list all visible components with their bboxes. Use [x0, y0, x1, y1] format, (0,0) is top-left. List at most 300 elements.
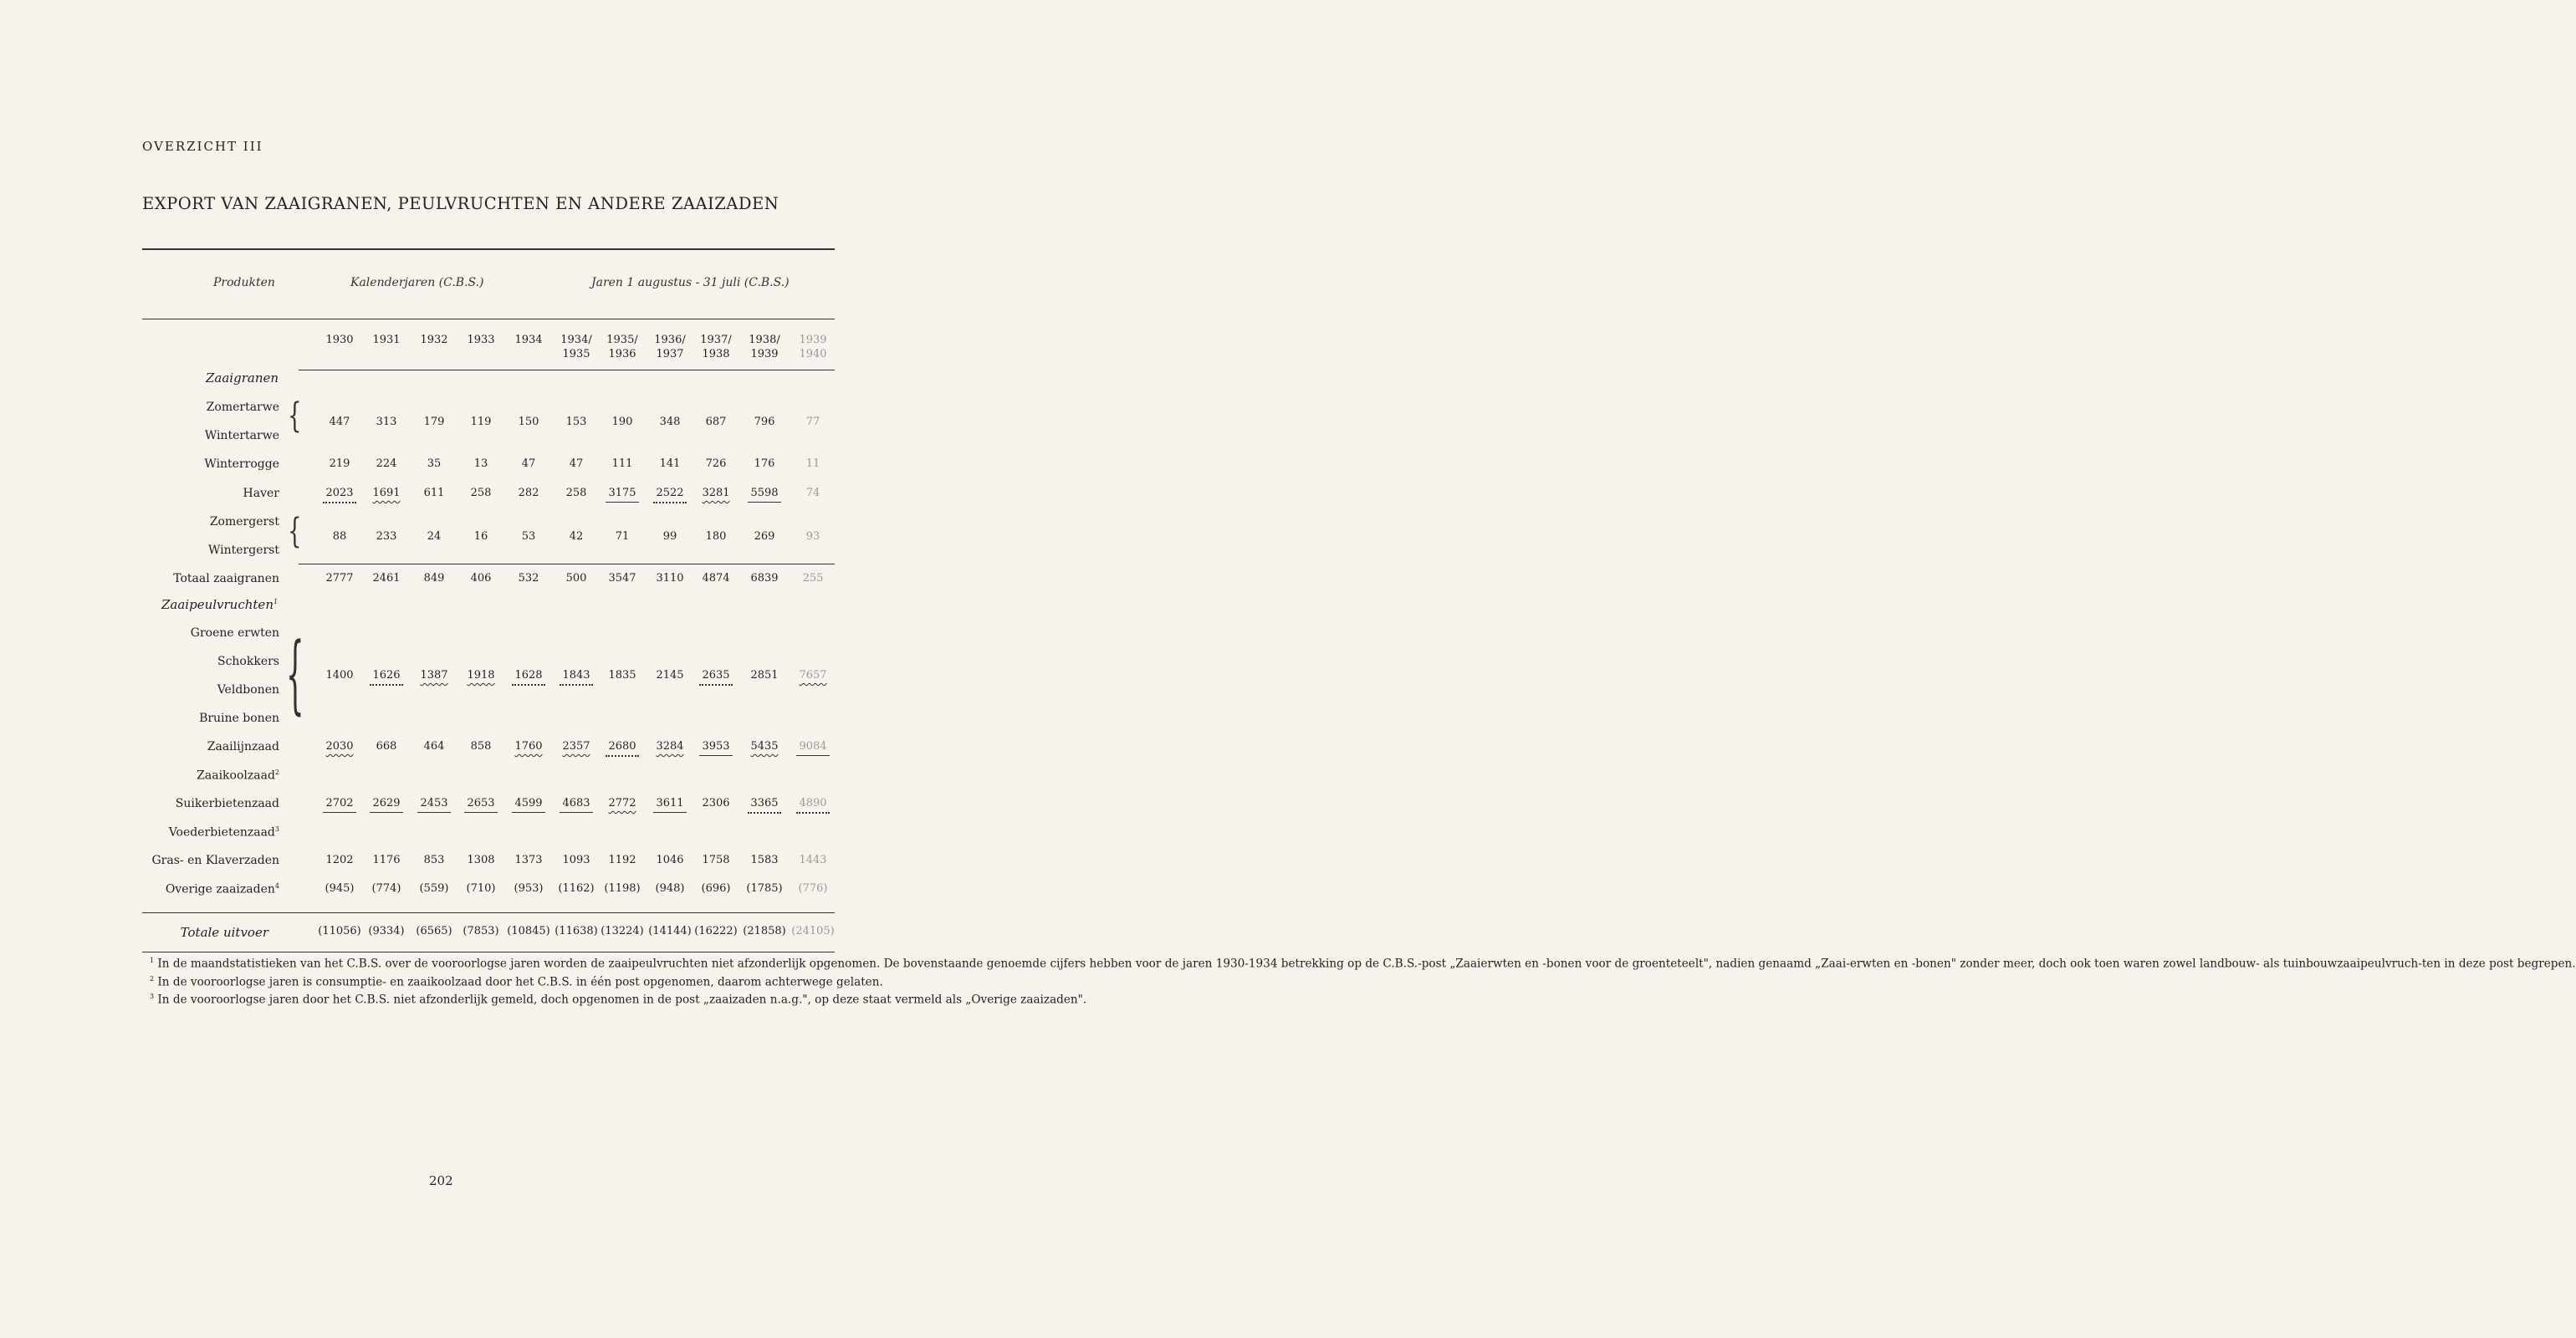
cell-value: 2680 — [606, 740, 639, 757]
year-header — [646, 333, 694, 361]
cell-value: (948) — [655, 882, 685, 895]
brace-peul: { — [286, 626, 304, 726]
row-label-totaal — [173, 572, 279, 585]
cell-value: 11 — [805, 457, 820, 470]
cell-haver — [789, 487, 837, 499]
cell-value: 796 — [754, 416, 775, 428]
cell-gerst — [410, 530, 458, 543]
cell-value: 3281 — [702, 487, 730, 499]
cell-overige — [598, 882, 647, 895]
cell-value: (710) — [466, 882, 496, 895]
cell-peul — [457, 669, 505, 682]
cell-gras — [410, 854, 458, 866]
row-label-schokkers — [217, 655, 279, 668]
year-line-2: 1940 — [799, 348, 827, 360]
cell-zaailijn — [362, 740, 411, 753]
cell-value: (21858) — [743, 925, 786, 937]
cell-value: 2629 — [370, 797, 403, 813]
cell-suiker — [598, 797, 647, 809]
cell-value: 2030 — [325, 740, 354, 753]
cell-value: 858 — [470, 740, 492, 753]
cell-rogge — [362, 457, 411, 470]
cell-zaailijn — [692, 740, 740, 756]
row-label-haver — [243, 487, 279, 500]
year-line-1: 1934/ — [560, 334, 592, 346]
cell-totaal — [410, 572, 458, 585]
cell-totale — [314, 925, 365, 937]
cell-haver — [362, 487, 411, 499]
cell-totale — [503, 925, 555, 937]
cell-value: 4683 — [560, 797, 593, 813]
year-header — [789, 333, 837, 361]
cell-totaal — [789, 572, 837, 585]
cell-value: 2453 — [417, 797, 451, 813]
cell-overige — [504, 882, 553, 895]
cell-peul — [740, 669, 789, 682]
cell-value: (11056) — [318, 925, 361, 937]
row-label-text: Gras- en Klaverzaden — [151, 854, 279, 867]
cell-totale — [550, 925, 602, 937]
row-label-text: Veldbonen — [217, 683, 279, 697]
cell-value: 2357 — [562, 740, 590, 753]
cell-zaailijn — [504, 740, 553, 753]
cell-value: 4890 — [796, 797, 830, 814]
row-label-suiker — [176, 797, 279, 810]
cell-value: 500 — [565, 572, 587, 585]
cell-value: (11638) — [555, 925, 598, 937]
year-header — [410, 333, 458, 347]
cell-gerst — [598, 530, 647, 543]
cell-haver — [646, 487, 694, 503]
cell-gerst — [789, 530, 837, 543]
cell-gras — [457, 854, 505, 866]
cell-value: 180 — [705, 530, 727, 543]
cell-value: (559) — [419, 882, 449, 895]
cell-value: 176 — [754, 457, 775, 470]
cell-suiker — [646, 797, 694, 813]
cell-gras — [315, 854, 364, 866]
cell-value: 1387 — [420, 669, 448, 682]
cell-value: (945) — [325, 882, 355, 895]
row-label-zomertarwe — [207, 401, 279, 414]
cell-value: 1835 — [608, 669, 636, 682]
cell-value: 53 — [521, 530, 536, 543]
cell-value: 6839 — [750, 572, 779, 585]
cell-gerst — [315, 530, 364, 543]
cell-rogge — [692, 457, 740, 470]
cell-value: (16222) — [694, 925, 738, 937]
row-label-text: Wintergerst — [208, 544, 279, 557]
cell-rogge — [410, 457, 458, 470]
cell-overige — [315, 882, 364, 895]
cell-value: 24 — [427, 530, 442, 543]
cell-value: (6565) — [416, 925, 452, 937]
cell-gerst — [740, 530, 789, 543]
cell-totaal — [504, 572, 553, 585]
cell-value: 3547 — [608, 572, 636, 585]
cell-value: 153 — [565, 416, 587, 428]
year-line-2: 1937 — [656, 348, 684, 360]
cell-tarwe — [740, 416, 789, 428]
row-label-totale: Totale uitvoer — [180, 925, 268, 940]
cell-tarwe — [315, 416, 364, 428]
cell-value: 2635 — [699, 669, 733, 686]
footnote-3: $^3$ In de vooroorlogse jaren door het C.B.S. niet afzonderlijk gemeld, doch opgenomen in de post „zaaizaden n.a.g.", op deze staat vermeld als „Overige zaaizaden". — [150, 993, 1087, 1007]
cell-value: 447 — [329, 416, 350, 428]
cell-suiker — [504, 797, 553, 813]
section-label: OVERZICHT III — [142, 139, 263, 154]
cell-zaailijn — [410, 740, 458, 753]
year-header — [457, 333, 505, 347]
cell-value: (1162) — [558, 882, 595, 895]
row-label-veldbonen — [217, 683, 279, 697]
footnote-2: $^2$ In de vooroorlogse jaren is consumptie- en zaaikoolzaad door het C.B.S. in één post opgenomen, daarom achterwege gelaten. — [150, 974, 883, 989]
cell-rogge — [315, 457, 364, 470]
cell-value: 2461 — [372, 572, 401, 585]
year-line-2: 1936 — [608, 348, 636, 360]
year-line-1: 1934 — [514, 334, 543, 346]
cell-value: 668 — [376, 740, 397, 753]
cell-totaal — [457, 572, 505, 585]
footnotes — [136, 953, 2576, 1008]
year-header — [552, 333, 601, 361]
year-line-1: 1936/ — [654, 334, 686, 346]
cell-value: 88 — [332, 530, 347, 543]
row-label-overige: Overige zaaizaden$^4$ — [165, 882, 279, 896]
cell-totale — [455, 925, 507, 937]
cell-totale — [739, 925, 790, 937]
cell-value: 16 — [473, 530, 488, 543]
cell-value: 255 — [802, 572, 824, 585]
cell-value: 2522 — [653, 487, 687, 503]
cell-zaailijn — [457, 740, 505, 753]
cell-overige — [410, 882, 458, 895]
cell-suiker — [789, 797, 837, 814]
cell-value: (7853) — [463, 925, 499, 937]
cell-gerst — [457, 530, 505, 543]
cell-totale — [360, 925, 412, 937]
cell-value: 1628 — [512, 669, 545, 686]
cell-value: 1046 — [656, 854, 684, 866]
cell-value: 849 — [423, 572, 445, 585]
cell-value: 2023 — [323, 487, 356, 503]
cell-totaal — [646, 572, 694, 585]
cell-value: 111 — [611, 457, 633, 470]
header-agri-years: Jaren 1 augustus - 31 juli (C.B.S.) — [591, 276, 790, 289]
cell-value: 71 — [615, 530, 630, 543]
cell-rogge — [457, 457, 505, 470]
row-label-wintergerst — [208, 544, 279, 557]
cell-gras — [692, 854, 740, 866]
cell-gras — [362, 854, 411, 866]
cell-totaal — [598, 572, 647, 585]
cell-value: 1308 — [467, 854, 495, 866]
cell-peul — [646, 669, 694, 682]
cell-gras — [552, 854, 601, 866]
cell-overige — [740, 882, 789, 895]
cell-overige — [552, 882, 601, 895]
brace-gerst: { — [288, 512, 302, 552]
cell-zaailijn — [598, 740, 647, 757]
cell-value: 1176 — [372, 854, 401, 866]
row-label-text: Zaailijnzaad — [207, 740, 279, 753]
cell-value: 74 — [805, 487, 820, 499]
cell-rogge — [504, 457, 553, 470]
year-line-2: 1939 — [750, 348, 779, 360]
row-label-zomergerst — [210, 515, 279, 529]
row-label-text: Groene erwten — [190, 626, 279, 640]
year-line-1: 1932 — [420, 334, 448, 346]
row-label-zaailijn — [207, 740, 279, 753]
cell-value: 1192 — [608, 854, 636, 866]
row-label-text: Haver — [243, 487, 279, 500]
cell-overige — [646, 882, 694, 895]
cell-haver — [692, 487, 740, 499]
cell-value: 93 — [805, 530, 820, 543]
cell-value: 1583 — [750, 854, 779, 866]
row-label-text: Schokkers — [217, 655, 279, 668]
cell-value: 179 — [423, 416, 445, 428]
cell-value: 99 — [662, 530, 677, 543]
header-calendar-years: Kalenderjaren (C.B.S.) — [350, 276, 484, 289]
cell-value: 119 — [470, 416, 492, 428]
year-header — [362, 333, 411, 347]
cell-value: 464 — [423, 740, 445, 753]
page-title: EXPORT VAN ZAAIGRANEN, PEULVRUCHTEN EN ANDERE ZAAIZADEN — [142, 194, 779, 213]
year-header — [315, 333, 364, 347]
cell-value: 2851 — [750, 669, 779, 682]
cell-value: 258 — [470, 487, 492, 499]
cell-rogge — [789, 457, 837, 470]
cell-zaailijn — [552, 740, 601, 753]
cell-value: 611 — [423, 487, 445, 499]
row-label-text: Zomergerst — [209, 515, 279, 529]
row-label-text: Voederbietenzaad — [168, 825, 275, 840]
page-number: 202 — [429, 1173, 453, 1188]
year-line-1: 1933 — [467, 334, 495, 346]
cell-peul — [362, 669, 411, 686]
cell-value: (24105) — [791, 925, 835, 937]
cell-totale — [644, 925, 696, 937]
cell-value: (776) — [798, 882, 828, 895]
cell-value: (1198) — [604, 882, 641, 895]
cell-value: 2777 — [325, 572, 354, 585]
cell-value: 190 — [611, 416, 633, 428]
cell-value: 348 — [659, 416, 681, 428]
row-label-zaaikool: Zaaikoolzaad$^2$ — [197, 769, 279, 783]
cell-gras — [740, 854, 789, 866]
cell-value: 853 — [423, 854, 445, 866]
cell-tarwe — [410, 416, 458, 428]
cell-value: (953) — [514, 882, 544, 895]
cell-value: 313 — [376, 416, 397, 428]
cell-value: 282 — [518, 487, 539, 499]
cell-gerst — [692, 530, 740, 543]
group-zaaipeulvruchten: Zaaipeulvruchten$^1$ — [161, 597, 279, 612]
cell-suiker — [410, 797, 458, 813]
cell-zaailijn — [789, 740, 837, 756]
row-label-text: Bruine bonen — [199, 712, 279, 725]
cell-tarwe — [362, 416, 411, 428]
cell-gerst — [362, 530, 411, 543]
header-products: Produkten — [213, 276, 275, 289]
cell-haver — [315, 487, 364, 503]
cell-value: 1400 — [325, 669, 354, 682]
year-line-1: 1938/ — [749, 334, 780, 346]
cell-value: 1691 — [372, 487, 401, 499]
cell-rogge — [552, 457, 601, 470]
cell-totaal — [552, 572, 601, 585]
cell-suiker — [315, 797, 364, 813]
cell-value: 269 — [754, 530, 775, 543]
cell-value: (1785) — [746, 882, 783, 895]
cell-value: 3365 — [748, 797, 781, 814]
cell-peul — [504, 669, 553, 686]
cell-gras — [646, 854, 694, 866]
cell-value: 7657 — [799, 669, 827, 682]
cell-value: (13224) — [601, 925, 644, 937]
cell-value: 233 — [376, 530, 397, 543]
row-label-text: Zaaikoolzaad — [197, 769, 275, 783]
cell-suiker — [552, 797, 601, 813]
year-header — [740, 333, 789, 361]
year-line-2: 1938 — [702, 348, 730, 360]
row-label-gras — [152, 854, 280, 867]
cell-value: 219 — [329, 457, 350, 470]
cell-gras — [504, 854, 553, 866]
row-label-winterrogge — [204, 457, 279, 471]
footnote-1: $^1$ In de maandstatistieken van het C.B.S. over de vooroorlogse jaren worden de zaaipeulvruchten niet afzonderlijk opgenomen. De bovenstaande genoemde cijfers hebben voor de jaren 1930-1934 betrekking op de C.B.S.-post „Zaaierwten en -bonen voor de groenteteelt", nadien genaamd „Zaai-erwten en -bonen" zonder meer, doch ook toen waren zowel landbouw- als tuinbouwzaaipeulvruch-ten in deze post begrepen. — [150, 957, 2576, 971]
cell-value: 2653 — [464, 797, 498, 813]
cell-overige — [457, 882, 505, 895]
cell-totale — [690, 925, 742, 937]
cell-peul — [598, 669, 647, 682]
cell-haver — [740, 487, 789, 503]
cell-totaal — [362, 572, 411, 585]
cell-value: 4874 — [702, 572, 730, 585]
year-header — [598, 333, 647, 361]
row-label-groene — [191, 626, 279, 640]
year-line-2: 1935 — [562, 348, 590, 360]
year-line-1: 1937/ — [700, 334, 732, 346]
cell-value: 258 — [565, 487, 587, 499]
cell-totale — [596, 925, 648, 937]
cell-value: 1918 — [467, 669, 495, 682]
row-label-wintertarwe — [205, 429, 279, 442]
cell-totaal — [315, 572, 364, 585]
cell-peul — [552, 669, 601, 686]
cell-peul — [410, 669, 458, 682]
cell-value: 5598 — [748, 487, 781, 503]
cell-suiker — [362, 797, 411, 813]
row-label-bruine — [199, 712, 279, 725]
cell-overige — [692, 882, 740, 895]
top-rule — [142, 248, 835, 250]
cell-value: 532 — [518, 572, 539, 585]
totale-top-rule — [142, 912, 835, 913]
cell-value: 726 — [705, 457, 727, 470]
row-label-text: Wintertarwe — [204, 429, 279, 442]
cell-value: 4599 — [512, 797, 545, 813]
cell-value: 3110 — [656, 572, 684, 585]
cell-totaal — [692, 572, 740, 585]
cell-gerst — [552, 530, 601, 543]
cell-value: 77 — [805, 416, 820, 428]
cell-tarwe — [789, 416, 837, 428]
row-label-text: Totaal zaaigranen — [173, 572, 279, 585]
cell-suiker — [740, 797, 789, 814]
cell-value: 1202 — [325, 854, 354, 866]
cell-value: 1443 — [799, 854, 827, 866]
cell-zaailijn — [315, 740, 364, 753]
cell-value: 1758 — [702, 854, 730, 866]
cell-value: 406 — [470, 572, 492, 585]
cell-tarwe — [692, 416, 740, 428]
cell-value: (10845) — [507, 925, 550, 937]
cell-tarwe — [552, 416, 601, 428]
cell-value: 3953 — [699, 740, 733, 756]
cell-tarwe — [457, 416, 505, 428]
cell-haver — [457, 487, 505, 499]
cell-value: 2306 — [702, 797, 730, 809]
cell-value: 2145 — [656, 669, 684, 682]
cell-rogge — [740, 457, 789, 470]
cell-value: 141 — [659, 457, 681, 470]
cell-value: 3175 — [606, 487, 639, 503]
cell-haver — [504, 487, 553, 499]
cell-value: 3284 — [656, 740, 684, 753]
row-label-text: Winterrogge — [204, 457, 279, 471]
cell-tarwe — [646, 416, 694, 428]
cell-value: (696) — [701, 882, 731, 895]
year-header — [692, 333, 740, 361]
cell-value: 1760 — [514, 740, 543, 753]
cell-peul — [789, 669, 837, 682]
year-line-1: 1930 — [325, 334, 354, 346]
year-line-1: 1939 — [799, 334, 827, 346]
cell-value: 150 — [518, 416, 539, 428]
row-label-text: Suikerbietenzaad — [175, 797, 279, 810]
cell-totale — [408, 925, 460, 937]
cell-zaailijn — [646, 740, 694, 753]
row-label-text: Zomertarwe — [206, 401, 279, 414]
cell-value: 1093 — [562, 854, 590, 866]
cell-value: 1843 — [560, 669, 593, 686]
cell-value: (14144) — [648, 925, 692, 937]
cell-value: 5435 — [750, 740, 779, 753]
cell-gras — [789, 854, 837, 866]
cell-suiker — [692, 797, 740, 809]
cell-gras — [598, 854, 647, 866]
group-zaaigranen: Zaaigranen — [206, 370, 279, 386]
cell-peul — [692, 669, 740, 686]
cell-overige — [362, 882, 411, 895]
cell-gerst — [504, 530, 553, 543]
cell-value: 687 — [705, 416, 727, 428]
cell-tarwe — [504, 416, 553, 428]
cell-value: 35 — [427, 457, 442, 470]
year-header — [504, 333, 553, 347]
cell-peul — [315, 669, 364, 682]
cell-value: 13 — [473, 457, 488, 470]
cell-value: 1373 — [514, 854, 543, 866]
cell-gerst — [646, 530, 694, 543]
cell-value: 9084 — [796, 740, 830, 756]
cell-rogge — [598, 457, 647, 470]
year-line-1: 1931 — [372, 334, 401, 346]
cell-overige — [789, 882, 837, 895]
cell-zaailijn — [740, 740, 789, 753]
